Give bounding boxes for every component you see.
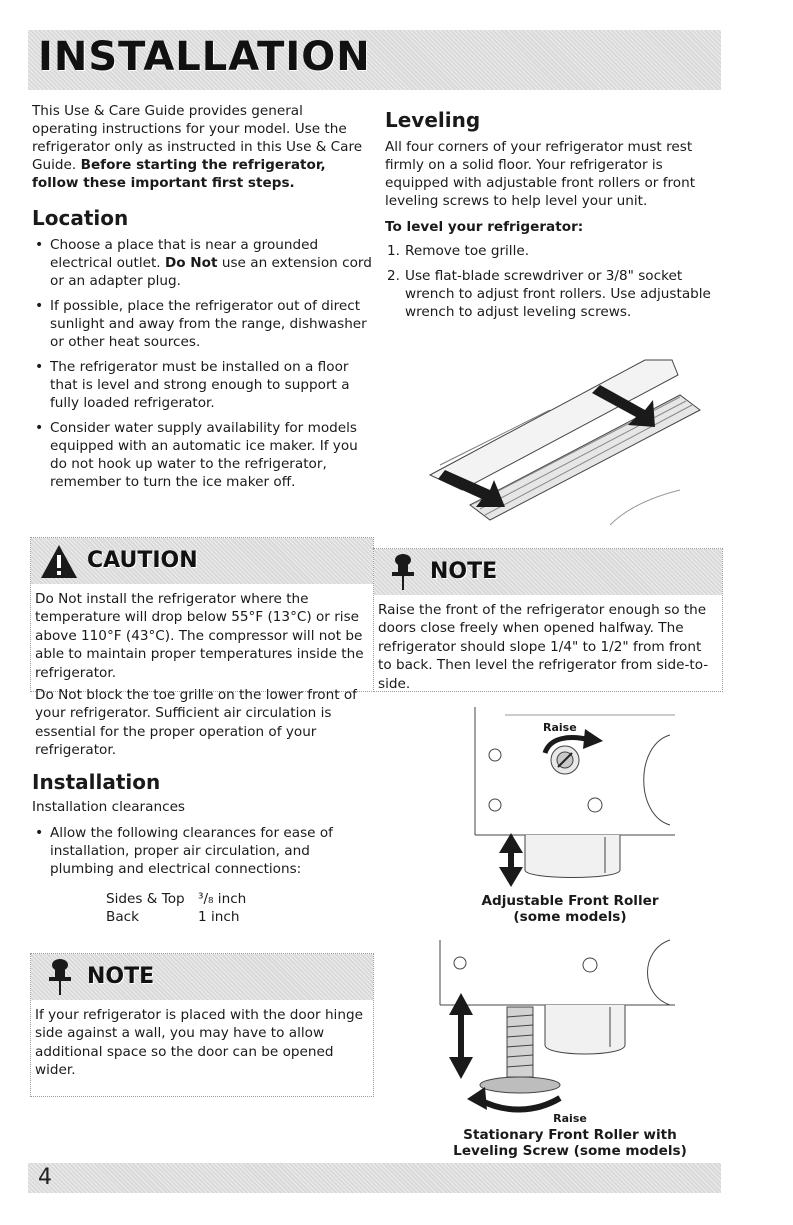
note-header [374,549,722,595]
leveling-subheading: To level your refrigerator: [385,219,584,235]
leveling-screw-illustration [425,935,675,1120]
clearance-table [106,890,372,926]
page-title: INSTALLATION [38,34,371,80]
page-number: 4 [38,1165,52,1190]
note-header [31,954,373,1000]
warning-icon [39,543,79,581]
raise-label: Raise [553,1112,587,1125]
screw-caption [405,1127,735,1159]
caution-title: CAUTION [87,548,198,573]
list-item: 1. Remove toe grille. [387,243,530,259]
list-item: • Choose a place that is near a grounded electrical outlet. Do Not use an extension cord or an adapter plug. [35,237,372,289]
leveling-heading: Leveling [385,108,481,132]
note-text: If your refrigerator is placed with the door hinge side against a wall, you may have to allow additional space so the door can be opened wider. [35,1007,363,1079]
caution-paragraph: Do Not block the toe grille on the lower front of your refrigerator. Sufficient air circulation is essential for the proper operation of your refrigerator. [35,687,357,759]
note-text: Raise the front of the refrigerator enough so the doors close freely when opened halfway. The refrigerator should slope 1/4" to 1/2" from front to back. Then level the refrigerator from side-to-side. [378,602,709,692]
location-list [32,236,372,491]
adjustable-roller-illustration [425,705,675,890]
caption-line: Adjustable Front Roller [481,893,659,909]
clearance-row: Sides & Top ³/₈ inch [106,891,247,907]
list-item: • Consider water supply availability for models equipped with an automatic ice maker. If you do not hook up water to the refrigerator, remember to turn the ice maker off. [35,420,358,490]
note-box-right [373,548,723,692]
caption-line: Leveling Screw (some models) [453,1143,687,1159]
right-column [385,108,720,328]
raise-label: Raise [543,721,577,734]
installation-heading: Installation [32,770,161,794]
leveling-text: All four corners of your refrigerator must rest firmly on a solid floor. Your refrigerator is equipped with adjustable front rollers or front leveling screws to help level your unit. [385,139,696,209]
list-item: • If possible, place the refrigerator out of direct sunlight and away from the range, dishwasher or other heat sources. [35,298,367,350]
intro-bold: Before starting the refrigerator, follow these important first steps. [32,157,326,191]
toe-grille-illustration [410,355,710,530]
caution-box [30,537,374,759]
note-title: NOTE [430,559,498,584]
list-item: • Allow the following clearances for ease of installation, proper air circulation, and plumbing and electrical connections: [35,825,333,877]
caption-line: (some models) [513,909,627,925]
caution-paragraph: Do Not install the refrigerator where the temperature will drop below 55°F (13°C) or rise above 110°F (43°C). The compressor will not be able to maintain proper temperatures inside the refrigerator. [35,591,364,681]
installation-subheading: Installation clearances [32,799,186,815]
header-banner [28,30,721,90]
intro-text: This Use & Care Guide provides general operating instructions for your model. Use the refrigerator only as instructed in this Use & Care Guide. [32,103,363,173]
footer-bar [28,1163,721,1193]
pushpin-icon [43,957,77,997]
list-item: • The refrigerator must be installed on a floor that is level and strong enough to support a fully loaded refrigerator. [35,359,350,411]
installation-section [32,770,372,926]
note-title: NOTE [87,964,155,989]
roller-caption [450,893,690,925]
leveling-steps [385,242,720,321]
clearance-row: Back 1 inch [106,909,240,925]
caption-line: Stationary Front Roller with [463,1127,677,1143]
left-column [32,102,372,498]
location-heading: Location [32,206,129,230]
pushpin-icon [386,552,420,592]
installation-list [32,824,372,878]
intro-paragraph [32,102,372,192]
note-box-left [30,953,374,1097]
caution-header [31,538,373,584]
list-item: 2. Use flat-blade screwdriver or 3/8" socket wrench to adjust front rollers. Use adjustable wrench to adjust leveling screws. [387,268,711,320]
